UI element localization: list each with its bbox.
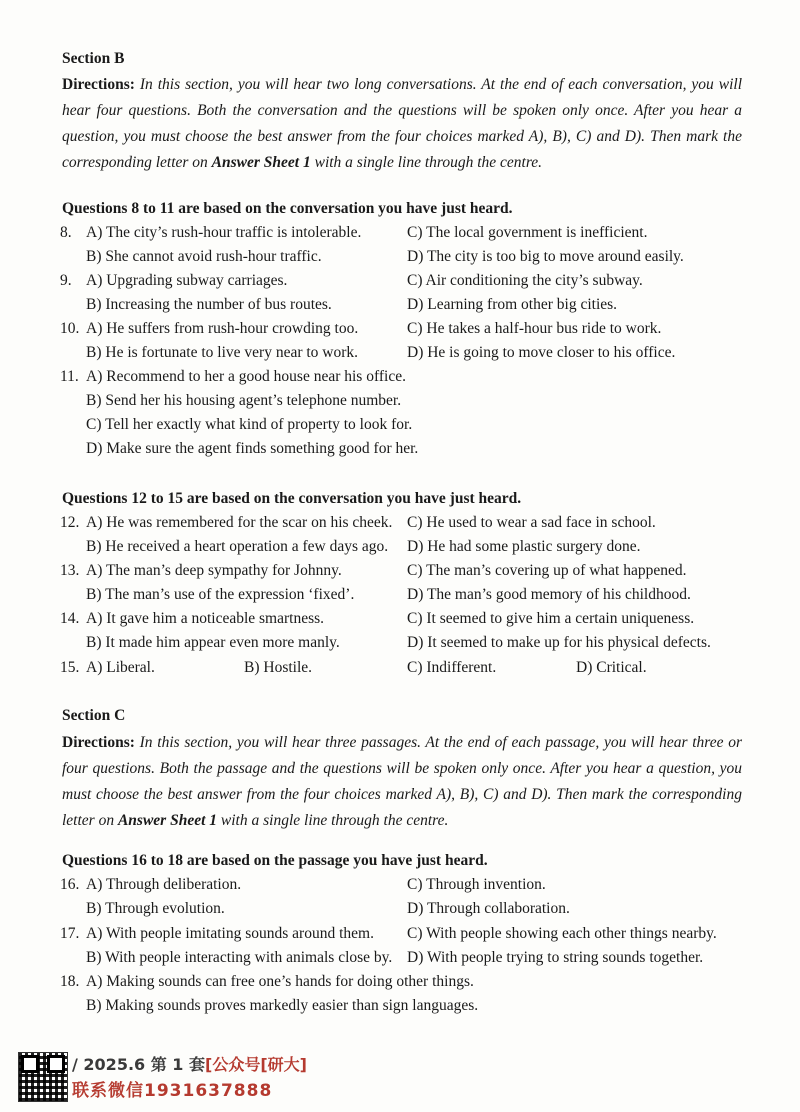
option-d[interactable]: D) Learning from other big cities.	[407, 296, 618, 313]
question-16-row1	[0, 876, 800, 898]
option-c[interactable]: C) The local government is inefficient.	[407, 224, 648, 241]
question-11-row4	[0, 440, 800, 462]
question-14-row2	[0, 634, 800, 656]
option-b[interactable]: B) Hostile.	[244, 659, 313, 676]
option-a[interactable]: A) Through deliberation.	[86, 876, 242, 893]
option-c[interactable]: C) Through invention.	[407, 876, 546, 893]
question-10-row1	[0, 320, 800, 342]
question-number: 11.	[60, 368, 79, 385]
option-a[interactable]: A) He was remembered for the scar on his cheek.	[86, 514, 393, 531]
option-a[interactable]: A) Liberal.	[86, 659, 155, 676]
question-18-row1	[0, 973, 800, 995]
question-number: 17.	[60, 925, 80, 942]
option-b[interactable]: B) He is fortunate to live very near to work.	[86, 344, 359, 361]
option-a[interactable]: A) With people imitating sounds around them.	[86, 925, 374, 942]
option-a[interactable]: A) The city’s rush-hour traffic is intolerable.	[86, 224, 362, 241]
option-d[interactable]: D) Critical.	[576, 659, 647, 676]
question-9-row2	[0, 296, 800, 318]
question-11-row2	[0, 392, 800, 414]
option-a[interactable]: A) He suffers from rush-hour crowding too.	[86, 320, 359, 337]
option-c[interactable]: C) With people showing each other things nearby.	[407, 925, 717, 942]
footer-watermark-text: [公众号[研大]	[205, 1055, 307, 1074]
question-17-row2	[0, 949, 800, 971]
option-c[interactable]: C) Indifferent.	[407, 659, 497, 676]
option-c[interactable]: C) Tell her exactly what kind of property to look for.	[86, 416, 413, 433]
answer-sheet-ref: Answer Sheet 1	[117, 812, 218, 829]
directions-label: Directions:	[62, 76, 135, 93]
option-c[interactable]: C) The man’s covering up of what happened.	[407, 562, 687, 579]
option-d[interactable]: D) Through collaboration.	[407, 900, 570, 917]
option-d[interactable]: D) He is going to move closer to his office.	[407, 344, 676, 361]
option-c[interactable]: C) It seemed to give him a certain uniqueness.	[407, 610, 695, 627]
option-d[interactable]: D) He had some plastic surgery done.	[407, 538, 641, 555]
option-a[interactable]: A) Making sounds can free one’s hands for doing other things.	[86, 973, 474, 990]
question-number: 15.	[60, 659, 80, 676]
option-d[interactable]: D) Make sure the agent finds something good for her.	[86, 440, 419, 457]
questions-12-15-heading: Questions 12 to 15 are based on the conversation you have just heard.	[62, 490, 522, 507]
option-d[interactable]: D) The city is too big to move around easily.	[407, 248, 684, 265]
footer-edition	[72, 1052, 307, 1075]
directions-text: In this section, you will hear two long conversations. At the end of each conversation, you will hear four questions. Both the conversation and the questions will be spoken only once. After you hear a question, you must choose the best answer from the four choices marked A), B), C) and D). Then mark the corresponding letter on	[62, 76, 743, 171]
section-b-directions	[62, 72, 742, 176]
question-11-row3	[0, 416, 800, 438]
option-b[interactable]: B) Send her his housing agent’s telephone number.	[86, 392, 402, 409]
section-c-directions	[62, 730, 742, 834]
option-d[interactable]: D) The man’s good memory of his childhood.	[407, 586, 691, 603]
question-number: 14.	[60, 610, 80, 627]
question-13-row2	[0, 586, 800, 608]
option-b[interactable]: B) He received a heart operation a few days ago.	[86, 538, 389, 555]
option-c[interactable]: C) He takes a half-hour bus ride to work.	[407, 320, 662, 337]
section-b-title: Section B	[62, 50, 125, 67]
question-12-row1	[0, 514, 800, 536]
directions-text: In this section, you will hear three passages. At the end of each passage, you will hear three or four questions. Both the passage and the questions will be spoken only once. After you hear a question, you must choose the best answer from the four choices marked A), B), C) and D). Then mark the corresponding letter on	[62, 734, 743, 829]
question-number: 10.	[60, 320, 80, 337]
directions-text-end: with a single line through the centre.	[220, 812, 449, 829]
question-12-row2	[0, 538, 800, 560]
option-c[interactable]: C) He used to wear a sad face in school.	[407, 514, 656, 531]
question-14-row1	[0, 610, 800, 632]
option-a[interactable]: A) Recommend to her a good house near his office.	[86, 368, 406, 385]
option-b[interactable]: B) Increasing the number of bus routes.	[86, 296, 332, 313]
questions-16-18-heading: Questions 16 to 18 are based on the passage you have just heard.	[62, 852, 488, 869]
option-b[interactable]: B) It made him appear even more manly.	[86, 634, 340, 651]
question-15-row	[0, 659, 800, 681]
question-8-row2	[0, 248, 800, 270]
footer-edition-text: / 2025.6 第 1 套	[72, 1055, 206, 1074]
question-8-row1	[0, 224, 800, 246]
section-c-title: Section C	[62, 707, 126, 724]
page-footer	[18, 1052, 318, 1102]
question-17-row1	[0, 925, 800, 947]
question-number: 9.	[60, 272, 72, 289]
question-13-row1	[0, 562, 800, 584]
option-d[interactable]: D) It seemed to make up for his physical defects.	[407, 634, 711, 651]
option-b[interactable]: B) Through evolution.	[86, 900, 225, 917]
option-a[interactable]: A) Upgrading subway carriages.	[86, 272, 288, 289]
question-number: 16.	[60, 876, 80, 893]
question-number: 13.	[60, 562, 80, 579]
option-d[interactable]: D) With people trying to string sounds together.	[407, 949, 704, 966]
answer-sheet-ref: Answer Sheet 1	[211, 154, 311, 171]
option-b[interactable]: B) With people interacting with animals close by.	[86, 949, 393, 966]
question-16-row2	[0, 900, 800, 922]
question-10-row2	[0, 344, 800, 366]
option-b[interactable]: B) Making sounds proves markedly easier than sign languages.	[86, 997, 479, 1014]
directions-text-end: with a single line through the centre.	[314, 154, 543, 171]
question-number: 12.	[60, 514, 80, 531]
option-a[interactable]: A) It gave him a noticeable smartness.	[86, 610, 325, 627]
option-b[interactable]: B) The man’s use of the expression ‘fixed’.	[86, 586, 355, 603]
question-11-row1	[0, 368, 800, 390]
question-18-row2	[0, 997, 800, 1019]
questions-8-11-heading: Questions 8 to 11 are based on the conversation you have just heard.	[62, 200, 513, 217]
option-c[interactable]: C) Air conditioning the city’s subway.	[407, 272, 643, 289]
question-number: 8.	[60, 224, 72, 241]
footer-contact: 联系微信1931637888	[72, 1081, 273, 1101]
question-number: 18.	[60, 973, 80, 990]
option-b[interactable]: B) She cannot avoid rush-hour traffic.	[86, 248, 322, 265]
qr-code-icon	[18, 1052, 68, 1102]
option-a[interactable]: A) The man’s deep sympathy for Johnny.	[86, 562, 342, 579]
question-9-row1	[0, 272, 800, 294]
directions-label: Directions:	[62, 734, 135, 751]
